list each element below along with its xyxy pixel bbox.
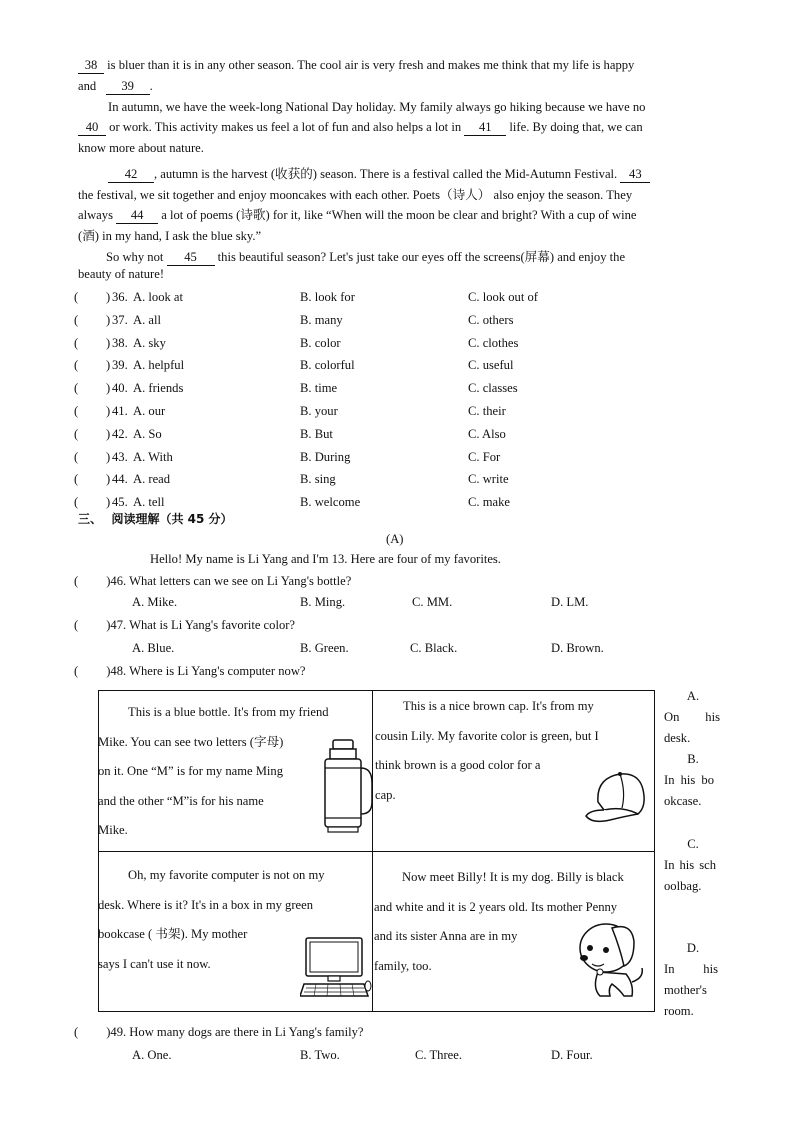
answer-paren-open: ( bbox=[74, 1025, 79, 1039]
question-46 bbox=[74, 574, 351, 589]
passage-line-1 bbox=[78, 58, 634, 74]
blank-40: 40 bbox=[78, 120, 106, 136]
blank-43: 43 bbox=[620, 167, 650, 183]
reading-intro: Hello! My name is Li Yang and I'm 13. Here are four of my favorites. bbox=[150, 552, 501, 566]
blank-45: 45 bbox=[167, 250, 215, 266]
question-number: 43. bbox=[112, 450, 128, 464]
answer-paren-close: ) bbox=[106, 290, 111, 304]
cell-text: and the other “M”is for his name bbox=[98, 793, 264, 808]
passage-p3-line-3 bbox=[78, 204, 637, 224]
option-c: C. Also bbox=[468, 427, 506, 441]
passage-text: and bbox=[78, 79, 97, 93]
answer-paren-open: ( bbox=[74, 358, 79, 372]
option-b: B. many bbox=[300, 313, 343, 327]
answer-blank[interactable] bbox=[82, 336, 106, 352]
cell-text: Now meet Billy! It is my dog. Billy is black bbox=[402, 870, 624, 884]
passage-text: , autumn is the harvest (收获的) season. There is a festival called the Mid-Autumn Festival. bbox=[154, 167, 621, 181]
question-number: 42. bbox=[112, 427, 128, 441]
cell-text: This is a nice brown cap. It's from my bbox=[403, 699, 594, 713]
grid-divider-horizontal bbox=[98, 851, 654, 852]
blank-39: 39 bbox=[106, 79, 150, 95]
option-a: A. tell bbox=[133, 495, 165, 509]
answer-paren-close: ) bbox=[106, 495, 111, 509]
answer-paren-close: ) bbox=[106, 313, 111, 327]
answer-paren-close: ) bbox=[106, 381, 111, 395]
cell-text: on it. One “M” is for my name Ming bbox=[98, 764, 284, 778]
question-text: 49. How many dogs are there in Li Yang's family? bbox=[110, 1025, 364, 1039]
passage-text: always bbox=[78, 208, 117, 222]
answer-paren-open: ( bbox=[74, 381, 79, 395]
option-b: B. time bbox=[300, 381, 338, 395]
answer-paren-close: ) bbox=[106, 1025, 111, 1039]
dog-icon bbox=[570, 918, 652, 1002]
answer-paren-open: ( bbox=[74, 618, 79, 632]
option-label: A. bbox=[686, 689, 700, 703]
answer-paren-open: ( bbox=[74, 404, 79, 418]
option-a: A. read bbox=[133, 472, 171, 486]
question-text: 47. What is Li Yang's favorite color? bbox=[110, 618, 296, 632]
cell-text: cousin Lily. My favorite color is green, but I bbox=[375, 728, 599, 743]
blank-38: 38 bbox=[78, 58, 104, 74]
q47-option-c: C. Black. bbox=[410, 641, 458, 655]
passage-text: a lot of poems (诗歌) for it, like “When will the moon be clear and bright? With a cup of wine bbox=[158, 208, 637, 222]
q46-option-a: A. Mike. bbox=[132, 595, 178, 609]
answer-paren-close: ) bbox=[106, 404, 111, 418]
option-label: D. bbox=[686, 941, 700, 955]
answer-blank[interactable] bbox=[82, 290, 106, 306]
cell-text: desk. Where is it? It's in a box in my green bbox=[98, 897, 314, 912]
option-c: C. write bbox=[468, 472, 509, 486]
answer-paren-open: ( bbox=[74, 574, 79, 588]
q46-option-d: D. LM. bbox=[551, 595, 589, 609]
q48-option-c bbox=[664, 834, 722, 897]
question-number: 37. bbox=[112, 313, 128, 327]
option-b: B. welcome bbox=[300, 495, 361, 509]
question-47 bbox=[74, 618, 295, 633]
answer-paren-close: ) bbox=[106, 450, 111, 464]
section-title: 阅读理解（共 45 分） bbox=[111, 512, 233, 526]
answer-blank[interactable] bbox=[82, 358, 106, 374]
blank-41: 41 bbox=[464, 120, 506, 136]
answer-paren-open: ( bbox=[74, 290, 79, 304]
question-number: 36. bbox=[112, 290, 128, 304]
option-b: B. During bbox=[300, 450, 351, 464]
answer-paren-open: ( bbox=[74, 450, 79, 464]
q48-option-d bbox=[664, 938, 722, 1022]
blank-44: 44 bbox=[116, 208, 158, 224]
answer-paren-open: ( bbox=[74, 336, 79, 350]
question-number: 39. bbox=[112, 358, 128, 372]
answer-blank[interactable] bbox=[82, 404, 106, 420]
passage-p2-line-2 bbox=[78, 120, 643, 136]
cell-text: bookcase ( 书架). My mother bbox=[98, 927, 248, 941]
option-a: A. With bbox=[133, 450, 173, 464]
q49-option-d: D. Four. bbox=[551, 1048, 593, 1062]
cell-text: and white and it is 2 years old. Its mother Penny bbox=[374, 899, 618, 914]
option-a: A. So bbox=[133, 427, 162, 441]
option-a: A. helpful bbox=[133, 358, 185, 372]
option-c: C. others bbox=[468, 313, 514, 327]
q47-option-a: A. Blue. bbox=[132, 641, 175, 655]
option-label: B. bbox=[687, 752, 699, 766]
cell-text: think brown is a good color for a bbox=[375, 758, 541, 772]
option-b: B. your bbox=[300, 404, 338, 418]
cell-text: Oh, my favorite computer is not on my bbox=[128, 868, 325, 882]
q47-option-d: D. Brown. bbox=[551, 641, 604, 655]
option-b: B. colorful bbox=[300, 358, 355, 372]
question-number: 38. bbox=[112, 336, 128, 350]
passage-p3-line-1 bbox=[108, 163, 650, 183]
option-c: C. their bbox=[468, 404, 506, 418]
option-c: C. clothes bbox=[468, 336, 519, 350]
passage-text: So why not bbox=[106, 250, 167, 264]
answer-blank[interactable] bbox=[82, 472, 106, 488]
q46-option-c: C. MM. bbox=[412, 595, 453, 609]
answer-paren-open: ( bbox=[74, 664, 79, 678]
option-c: C. classes bbox=[468, 381, 518, 395]
answer-paren-close: ) bbox=[106, 574, 111, 588]
answer-paren-open: ( bbox=[74, 427, 79, 441]
answer-blank[interactable] bbox=[82, 450, 106, 466]
answer-blank[interactable] bbox=[82, 381, 106, 397]
question-number: 45. bbox=[112, 495, 128, 509]
cell-text: and its sister Anna are in my bbox=[374, 929, 518, 943]
option-a: A. sky bbox=[133, 336, 166, 350]
option-c: C. useful bbox=[468, 358, 514, 372]
answer-paren-open: ( bbox=[74, 495, 79, 509]
q49-option-c: C. Three. bbox=[415, 1048, 462, 1062]
computer-icon bbox=[300, 936, 372, 1000]
passage-p4-line-1 bbox=[106, 246, 625, 266]
answer-paren-open: ( bbox=[74, 472, 79, 486]
answer-paren-close: ) bbox=[106, 472, 111, 486]
passage-p3-line-2: the festival, we sit together and enjoy mooncakes with each other. Poets（诗人） also enjoy the season. They bbox=[78, 188, 633, 202]
option-b: B. color bbox=[300, 336, 341, 350]
part-label: (A) bbox=[386, 532, 404, 546]
option-a: A. friends bbox=[133, 381, 184, 395]
passage-p4-line-2: beauty of nature! bbox=[78, 267, 165, 281]
q48-option-a bbox=[664, 686, 722, 749]
answer-paren-close: ) bbox=[106, 618, 111, 632]
answer-paren-close: ) bbox=[106, 358, 111, 372]
question-number: 41. bbox=[112, 404, 128, 418]
cell-text: Mike. You can see two letters (字母) bbox=[98, 734, 284, 749]
option-text: In his bookcase. bbox=[664, 773, 714, 808]
blank-42: 42 bbox=[108, 167, 154, 183]
option-a: A. all bbox=[133, 313, 161, 327]
answer-paren-open: ( bbox=[74, 313, 79, 327]
option-text: On his desk. bbox=[664, 710, 720, 745]
passage-text: this beautiful season? Let's just take our eyes off the screens(屏幕) and enjoy the bbox=[214, 250, 626, 264]
option-text: In his schoolbag. bbox=[664, 858, 716, 893]
answer-paren-close: ) bbox=[106, 664, 111, 678]
cell-text: family, too. bbox=[374, 958, 432, 973]
option-c: C. For bbox=[468, 450, 501, 464]
section-heading bbox=[78, 510, 233, 527]
question-49 bbox=[74, 1025, 363, 1040]
option-b: B. look for bbox=[300, 290, 355, 304]
answer-blank[interactable] bbox=[82, 313, 106, 329]
passage-text: is bluer than it is in any other season. The cool air is very fresh and makes me think that my life is happy bbox=[104, 58, 635, 72]
passage-text: or work. This activity makes us feel a lot of fun and also helps a lot in bbox=[106, 120, 465, 134]
cell-text: cap. bbox=[375, 787, 396, 802]
bottle-icon bbox=[318, 738, 374, 834]
q49-option-b: B. Two. bbox=[300, 1048, 340, 1062]
passage-p2-line-1: In autumn, we have the week-long National Day holiday. My family always go hiking because we have no bbox=[108, 100, 646, 114]
q48-option-b bbox=[664, 749, 722, 812]
passage-text: life. By doing that, we can bbox=[506, 120, 643, 134]
answer-paren-close: ) bbox=[106, 427, 111, 441]
cap-icon bbox=[582, 766, 652, 828]
passage-line-2: and 39 . bbox=[78, 79, 153, 93]
passage-p2-line-3: know more about nature. bbox=[78, 141, 204, 155]
q49-option-a: A. One. bbox=[132, 1048, 172, 1062]
option-b: B. But bbox=[300, 427, 333, 441]
q46-option-b: B. Ming. bbox=[300, 595, 346, 609]
answer-paren-close: ) bbox=[106, 336, 111, 350]
option-label: C. bbox=[687, 837, 699, 851]
cell-text: says I can't use it now. bbox=[98, 956, 211, 971]
q47-option-b: B. Green. bbox=[300, 641, 349, 655]
passage-p3-line-4: (酒) in my hand, I ask the blue sky.” bbox=[78, 229, 262, 243]
question-48 bbox=[74, 664, 306, 679]
option-text: In his mother's room. bbox=[664, 962, 718, 1018]
option-a: A. our bbox=[133, 404, 166, 418]
section-numeral: 三、 bbox=[78, 512, 103, 526]
cell-text: Mike. bbox=[98, 823, 128, 837]
option-a: A. look at bbox=[133, 290, 184, 304]
option-b: B. sing bbox=[300, 472, 336, 486]
answer-blank[interactable] bbox=[82, 495, 106, 511]
question-text: 48. Where is Li Yang's computer now? bbox=[110, 664, 306, 678]
option-c: C. look out of bbox=[468, 290, 538, 304]
option-c: C. make bbox=[468, 495, 510, 509]
question-text: 46. What letters can we see on Li Yang's bottle? bbox=[110, 574, 352, 588]
question-number: 44. bbox=[112, 472, 128, 486]
question-number: 40. bbox=[112, 381, 128, 395]
answer-blank[interactable] bbox=[82, 427, 106, 443]
cell-text: This is a blue bottle. It's from my friend bbox=[128, 705, 329, 719]
